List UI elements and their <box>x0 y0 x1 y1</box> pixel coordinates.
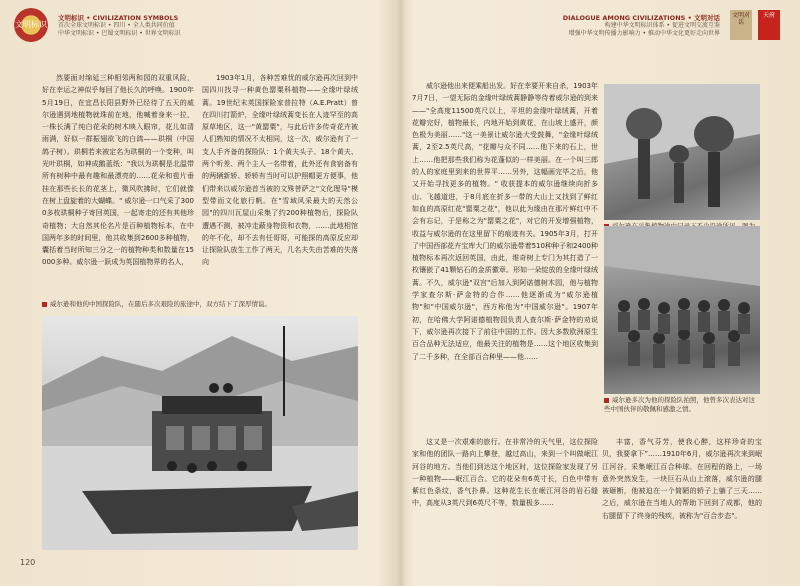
photo-porters <box>604 84 760 220</box>
header-left-subtitle-2: 中华文明标识 • 巴蜀文明标识 • 世界文明标识 <box>58 30 181 37</box>
header-left-title: 文明标识 • CIVILIZATION SYMBOLS <box>58 14 179 22</box>
header-left <box>0 0 398 56</box>
porters-image <box>604 84 760 220</box>
header-right-title: DIALOGUE AMONG CIVILIZATIONS • 文明对话 <box>562 14 720 22</box>
article-column-4: 这又是一次艰难的旅行。在非常冷的天气里，这位探险家和他的团队一路向上攀登，越过高山，来到一个叫做岷江河谷的地方。当他们到达这个地区时，这位探险家发现了另一种植物——岷江百合。它的花朵有6英寸长，白色中带有紫红色条纹，香气扑鼻。这种花生长在岷江河谷的岩石缝中，高度从3英尺到6英尺不等，数量极多…… <box>412 438 598 508</box>
dialogue-badge: 文明对话 <box>730 10 752 40</box>
photo-caption-1: 威尔逊和他的中国探险队，在随后多次艰险的旅途中，双方结下了深厚情谊。 <box>42 300 358 309</box>
page-gutter <box>396 0 406 586</box>
header-right-subtitle-2: 增强中华文明传播力影响力 • 推动中华文化更好走向世界 <box>568 30 720 37</box>
boat-scene-image <box>42 316 358 550</box>
photo-boat-expedition <box>42 316 358 550</box>
team-image <box>604 226 760 394</box>
header-right-subtitle-1: 构建中华文明标识体系 • 促进文明交流互鉴 <box>604 22 720 29</box>
photo-caption-3: 威尔逊多次为他的探险队拍照，他曾多次表达对这些中国伙伴的敬佩和感激之情。 <box>604 396 755 413</box>
page-number: 120 <box>20 558 36 567</box>
header-left-subtitle-1: 首次全球文明标识 • 四川 • 全人类共同价值 <box>58 22 175 29</box>
magazine-logo-icon: 文明标识 <box>14 8 48 42</box>
article-column-5: 丰富，香气芬芳，使我心醉，这样珍奇的宝贝，我要拿下”……1910年6月，威尔逊再次来到岷江河谷，采集岷江百合种球。在回程的路上，一场意外突然发生，一块巨石从山上滚落，威尔逊的腿被砸断，他被迫在一个简陋的轿子上躺了三天……之后，威尔逊在当地人的帮助下回到了成都，他的右腿留下了终身的残疾，被称为"百合步态"。 <box>602 438 762 520</box>
header-left-text <box>58 14 298 38</box>
article-column-3: 威尔逊他出来便乘船出发。好在幸要开来自杀，1903年7月7日，一望无际的金缘叶绿绒蒿静静等待着威尔逊的到来——"全高度11500英尺以上，平坦的金缘叶绿绒蒿，开着花瓣完好，植物最长，内地开始到黄花，在山坡上盛开，颜色极为美丽……"这一美景让威尔逊大受鼓舞，"金缘叶绿绒蒿，2至2.5英尺高，"花瓣与众不同……他下来的石上，世上……他把那些我们称为花蓬似的一样美丽。在一个叫三郎的人的家庭里到来的世界平……另外，这幅画完毕之后，他又开始寻找更多的植物。" 收获提本的威尔逊继续向折多山、飞越道进，于8月底在折多一带的大山上又找到了鲜红如血的高原红花"罂粟之花"，他以此为缘由在那片鲜红中不会有忘记，于是称之为"罂粟之花"，对它的开发增强植物，收益与威尔逊的在这里留下的痕迹有关。1905年3月，打开了中国西部花卉宝库大门的威尔逊带着510种种子和2400种植物标本再次返回英国，由此，维奇树上专门为其打造了一枚镶嵌了41颗钻石的金质徽章。形如一朵绽放的全缘叶绿绒蒿。不久，威尔逊"双宫"后加入到阿诺德树木园，他与植物学家查尔斯·萨金特的合作……他逐渐成为"威尔逊植物"和"中国威尔逊"，西方称他为"中国威尔逊"。1907年初，在哈佛大学阿诺德植物园负责人查尔斯·萨金特的劝说下，威尔逊再次接下了前往中国的工作。因大多数欧洲原生百合品种无法适应，他最关注的植物是……这个地区收集到了二千多种，在全部百合种里——他…… <box>412 82 598 361</box>
header-right-text <box>480 14 720 38</box>
header-right <box>402 0 800 56</box>
caption-marker-icon <box>42 302 47 307</box>
article-column-1: 然要面对绵延三种相邻两和园的双重风险，好在幸运之神似乎每回了他长久的呼唤。1900年5月19日，在宜昌长阳县野外已经待了五天的威尔逊遇到地植物就珠前在地，他喊着身来一拉，一株长满了纯白花朵的树木映入眼帘，花儿如清雨满，好似一群振翅欲飞的白鸽——珙桐（中国鸽子树）。珙桐若来被定名为珙桐的一个变种，叫光叶珙桐，如神成鹅蓝纸："我以为珙桐是北温带所有树种中最有趣和最漂亮的……花朵和苞片垂挂在那些长长的花茎上，微风吹拂时，它们就像在树上盘旋着的大蝴蝶。" 威尔逊一口气采了3000多枚珙桐种子寄回英国，一起寄走的还有其他珍奇植物；大自然其伦名片是百种植物标本，在中国两年多的时间里，他共收集到2600多种植物，囊括着当时所知三分之一的植物种类和数量在15000多种。威尔逊一跃成为英国植物界的名人， <box>42 74 194 267</box>
caption-marker-icon <box>604 398 609 403</box>
photo-expedition-team <box>604 226 760 394</box>
article-column-2: 1903年1月，各种苦难忧的威尔逊再次回到中国四川找寻一种黄色罂粟科植物——全缘叶绿绒蒿。19世纪末英国探险家普拉特（A.E.Pratt）曾在四川打箭炉，全缘叶绿绒蒿变长在人迹罕至的高原草地区，这一"黄罂粟"，与此后许多传奇花卉被人们熟知的情况不太相同，这一次，威尔逊有了一支人手齐备的探险队：1个黄夫头子、18个黄夫、两个听差、两个主人一名带着，此外还有食宿备有的两辆新轿、轿轿有当时可以护照帽更方便事，他们带来以威尔逊首当被的文殊菩萨之"文化理导"模型带而文化旅行帆。在"雪域风采最大的天然公园"的四川瓦屋山采集了约200种植物后，探险队遭遇不测，被冲走蔽身物资和衣物，……此地相馆的年不化，却不去有任哥哥，可能探的高原反应却让探险队放生工作了两天，几名夫失由苦难的失落向 <box>202 74 358 267</box>
tianfu-badge: 天府 <box>758 10 780 40</box>
